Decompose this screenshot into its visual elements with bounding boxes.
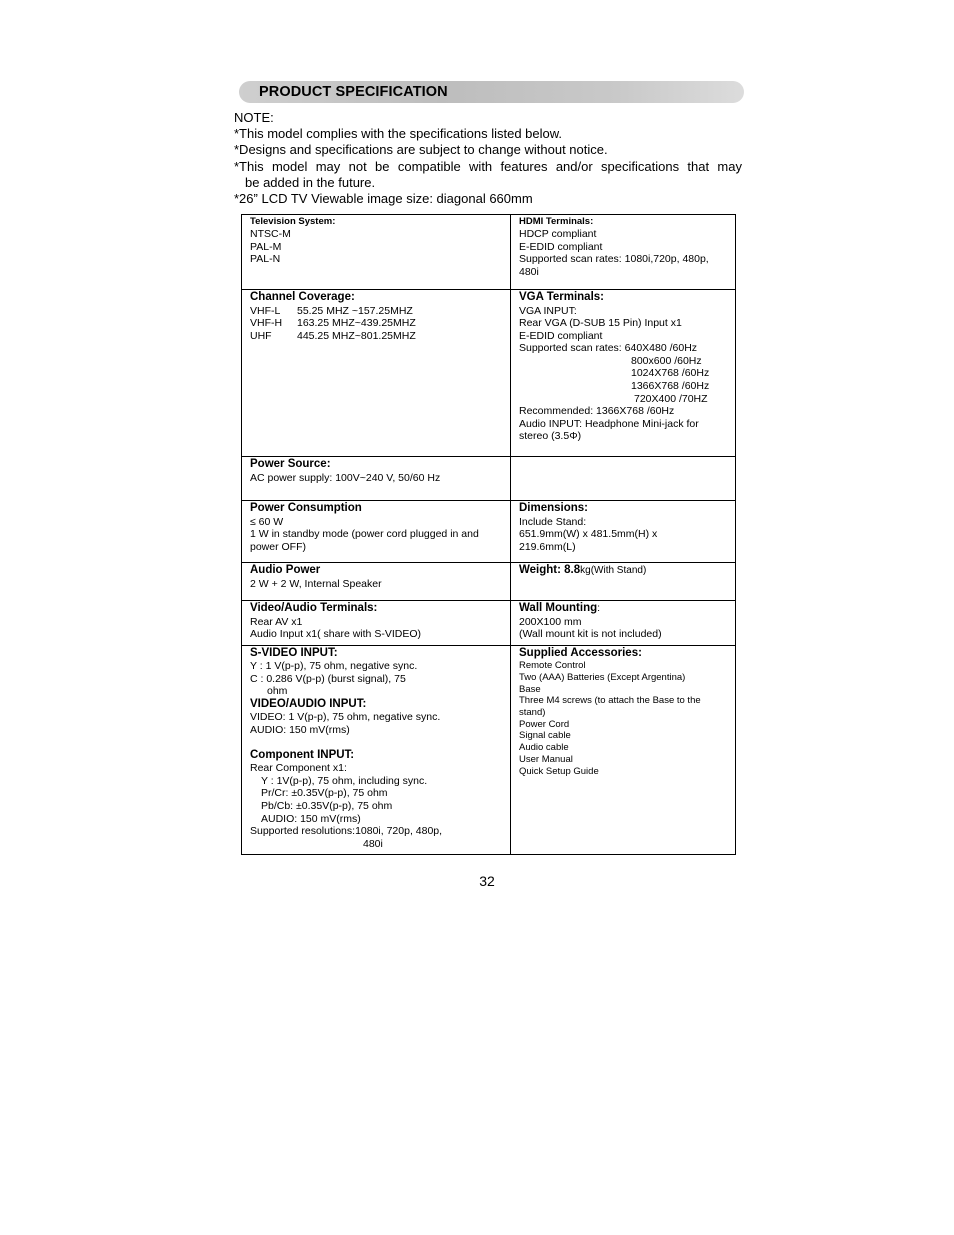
table-row [242,457,736,501]
section-banner [239,81,744,103]
cell-line: C : 0.286 V(p-p) (burst signal), 75 [250,672,406,685]
cell-line: Supported resolutions:1080i, 720p, 480p, [250,825,443,838]
section-title: PRODUCT SPECIFICATION [259,84,448,100]
cell-audio-power [242,563,511,601]
cell-line: stereo (3.5Φ) [519,430,582,443]
cell-line: Supported scan rates: 640X480 /60Hz [519,342,698,355]
note-line: *This model complies with the specifications listed below. [234,126,563,142]
list-item: Two (AAA) Batteries (Except Argentina) [519,671,686,683]
title-colon: : [597,602,601,614]
table-row [242,645,736,855]
cell-supplied-accessories [511,645,736,855]
cell-line: PAL-M [250,240,282,253]
band-name: VHF-L [250,304,281,317]
note-line: be added in the future. [245,174,376,190]
cell-channel-coverage [242,290,511,457]
cell-line: 2 W + 2 W, Internal Speaker [250,577,382,590]
cell-line: AUDIO: 150 mV(rms) [250,724,350,737]
cell-line: Pb/Cb: ±0.35V(p-p), 75 ohm [261,799,393,812]
band-range: 445.25 MHZ~801.25MHZ [297,329,416,342]
cell-line: 200X100 mm [519,615,582,628]
cell-title: Supplied Accessories: [519,646,642,659]
cell-line: ≤ 60 W [250,515,284,528]
list-item: Audio cable [519,742,569,754]
cell-title: S-VIDEO INPUT: [250,646,338,659]
table-row [242,290,736,457]
cell-line: Y : 1V(p-p), 75 ohm, including sync. [261,774,428,787]
page-number: 32 [479,873,495,889]
band-range: 55.25 MHZ ~157.25MHZ [297,304,413,317]
table-row [242,601,736,646]
cell-vga-terminals [511,290,736,457]
cell-line: 1 W in standby mode (power cord plugged in and [250,528,479,541]
band-range: 163.25 MHZ~439.25MHZ [297,317,416,330]
weight-unit: kg(With Stand) [580,565,647,576]
cell-title: Television System: [250,216,336,227]
cell-line: Rear AV x1 [250,615,303,628]
weight-label: Weight: 8.8 [519,564,581,576]
list-item: stand) [519,707,546,718]
scan-rate: 1024X768 /60Hz [631,367,710,380]
cell-line: Supported scan rates: 1080i,720p, 480p, [519,253,709,266]
list-item: Remote Control [519,660,586,672]
cell-line: Rear VGA (D-SUB 15 Pin) Input x1 [519,317,682,330]
note-line: *This model may not be compatible with features and/or specifications that may [234,158,742,174]
cell-line: NTSC-M [250,228,291,240]
list-item: Quick Setup Guide [519,765,599,777]
wall-mount-title-row [519,602,728,616]
channel-band-row [250,305,503,318]
cell-line: VGA INPUT: [519,304,577,317]
cell-line: Include Stand: [519,515,587,528]
cell-line: Audio Input x1( share with S-VIDEO) [250,628,421,641]
cell-line: 651.9mm(W) x 481.5mm(H) x [519,528,658,541]
table-row [242,215,736,290]
scan-rate: 720X400 /70HZ [634,392,708,405]
cell-weight [511,563,736,601]
cell-title: Channel Coverage: [250,291,355,303]
cell-line: 219.6mm(L) [519,540,576,553]
list-item: Base [519,683,541,695]
list-item: Power Cord [519,718,570,730]
cell-empty [511,457,736,501]
cell-line: E-EDID compliant [519,329,603,342]
cell-line: E-EDID compliant [519,240,603,253]
cell-line: HDCP compliant [519,228,597,240]
cell-line: (Wall mount kit is not included) [519,628,662,641]
list-item: User Manual [519,753,573,765]
cell-title: Audio Power [250,564,321,576]
cell-title: VGA Terminals: [519,291,604,303]
weight-row [519,564,728,578]
cell-line: Recommended: 1366X768 /60Hz [519,405,675,418]
cell-line: 480i [519,265,539,278]
cell-title: HDMI Terminals: [519,216,594,227]
channel-band-row [250,330,503,343]
cell-title: Video/Audio Terminals: [250,602,378,614]
list-item: Three M4 screws (to attach the Base to the [519,695,701,707]
cell-title: VIDEO/AUDIO INPUT: [250,697,367,710]
scan-rate: 800x600 /60Hz [631,354,702,367]
cell-line: power OFF) [250,540,307,553]
cell-line: ohm [267,685,288,698]
cell-line: Y : 1 V(p-p), 75 ohm, negative sync. [250,660,418,673]
spacer [250,737,503,749]
note-line: *Designs and specifications are subject to change without notice. [234,142,608,158]
band-name: VHF-H [250,317,283,330]
channel-band-row [250,317,503,330]
cell-line: Audio INPUT: Headphone Mini-jack for [519,417,699,430]
note-heading: NOTE: [234,110,274,125]
cell-line: AC power supply: 100V~240 V, 50/60 Hz [250,471,441,484]
table-row [242,501,736,563]
cell-title: Power Consumption [250,502,362,514]
cell-power-source [242,457,511,501]
cell-title: Component INPUT: [250,748,355,761]
cell-line: PAL-N [250,253,281,266]
cell-title: Power Source: [250,458,331,470]
band-name: UHF [250,329,272,342]
cell-video-audio-terminals [242,601,511,646]
scan-rate: 1366X768 /60Hz [631,380,710,393]
cell-power-consumption [242,501,511,563]
cell-inputs [242,645,511,855]
cell-television-system [242,215,511,290]
cell-line: Pr/Cr: ±0.35V(p-p), 75 ohm [261,787,388,800]
cell-title: Wall Mounting [519,602,598,614]
cell-dimensions [511,501,736,563]
cell-line: AUDIO: 150 mV(rms) [261,812,361,825]
notes-block [234,110,742,207]
cell-line: 480i [363,837,383,850]
cell-wall-mounting [511,601,736,646]
cell-title: Dimensions: [519,502,589,514]
table-row [242,563,736,601]
cell-line: VIDEO: 1 V(p-p), 75 ohm, negative sync. [250,711,441,724]
note-line: *26” LCD TV Viewable image size: diagonal 660mm [234,191,533,207]
cell-line: Rear Component x1: [250,762,347,775]
spec-table [241,214,736,855]
cell-hdmi-terminals [511,215,736,290]
list-item: Signal cable [519,730,571,742]
